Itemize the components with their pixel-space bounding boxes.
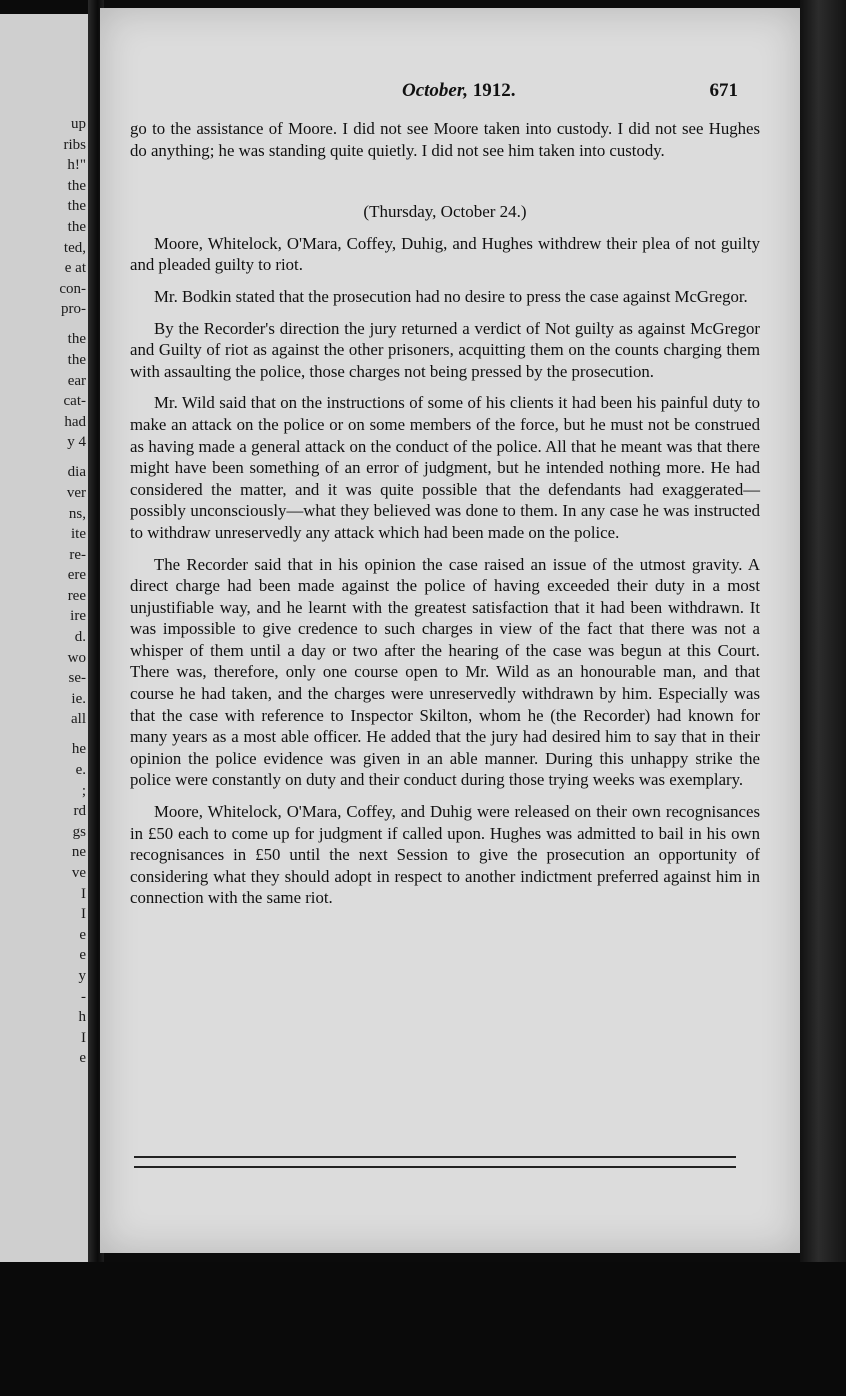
previous-page-fragment: gs	[72, 823, 86, 840]
previous-page-fragment: e	[79, 926, 86, 943]
previous-page-fragment: d.	[74, 629, 86, 646]
previous-page-fragment: the	[67, 218, 86, 235]
paragraph: The Recorder said that in his opinion the case raised an issue of the utmost gravity. A direct charge had been made against the police of having exceeded their duty in a most unjustifiable way, and he learnt with the greatest satisfaction that it had been withdrawn. It was impossible to give credence to such charges in view of the fact that there was not a whisper of them until a day or two after the hearing of the case was begun at this Court. There was, therefore, only one course open to Mr. Wild as an honourable man, and that course he had taken, and the charges were unreservedly withdrawn by him. Especially was that the case with reference to Inspector Skilton, whom he (the Recorder) had known for many years as a most able officer. He added that the jury had desired him to say that in their opinion the police evidence was given in an able manner. During this unhappy strike the police were constantly on duty and their conduct during those trying weeks was exemplary.	[130, 554, 760, 790]
previous-page-fragment: pro-	[61, 301, 86, 318]
previous-page-fragment: -	[81, 988, 86, 1005]
previous-page-fragment: ear	[67, 372, 86, 389]
page	[100, 8, 800, 1253]
previous-page-fragment: cat-	[63, 393, 86, 410]
paragraph: Mr. Bodkin stated that the prosecution had no desire to press the case against McGregor.	[154, 286, 748, 306]
previous-page-fragment: rd	[73, 803, 86, 820]
previous-page-fragment: con-	[59, 280, 86, 297]
previous-page-fragment: ;	[81, 782, 86, 799]
previous-page-fragment: e	[79, 947, 86, 964]
previous-page-fragment: all	[71, 711, 86, 728]
paragraph-continued: go to the assistance of Moore. I did not see Moore taken into custody. I did not see Hughes do anything; he was standing quite quietly. I did not see him taken into custody.	[130, 119, 760, 160]
previous-page-fragment: re-	[69, 546, 86, 563]
previous-page-fragment: ite	[71, 526, 86, 543]
previous-page-fragment: I	[81, 885, 86, 902]
previous-page-fragment: the	[67, 198, 86, 215]
previous-page-fragment: ver	[66, 484, 86, 501]
previous-page-fragment: had	[64, 413, 86, 430]
previous-page-edge	[0, 14, 90, 1264]
date-heading: (Thursday, October 24.)	[363, 202, 527, 222]
paragraph: Mr. Wild said that on the instructions of some of his clients it had been his painful duty to make an attack on the police or on some members of the force, but he must not be construed as having made a general attack on the conduct of the police. All that he meant was that there might have been something of an error of judgment, but he intended nothing more. He had considered the matter, and it was quite possible that the defendants had exaggerated—possibly unconsciously—what they believed was done to them. In any case he was instructed to withdraw unreservedly any attack which had been made on the police.	[130, 393, 760, 542]
previous-page-fragment: e.	[75, 762, 86, 779]
previous-page-fragment: h	[78, 1009, 86, 1026]
previous-page-fragment: h!"	[67, 157, 86, 174]
running-head-year: 1912.	[467, 80, 516, 101]
paragraph: Moore, Whitelock, O'Mara, Coffey, and Duhig were released on their own recognisances in £50 each to come up for judgment if called upon. Hughes was admitted to bail in his own recognisances in £50 until the next Session to give the prosecution an opportunity of considering what they should adopt in respect to another indictment preferred against him in connection with the same riot.	[130, 802, 760, 908]
previous-page-fragment: I	[81, 1029, 86, 1046]
previous-page-fragment: ribs	[63, 136, 86, 153]
paragraph: Moore, Whitelock, O'Mara, Coffey, Duhig, and Hughes withdrew their plea of not guilty and pleaded guilty to riot.	[130, 233, 760, 275]
scanner-right-edge	[800, 0, 846, 1396]
previous-page-fragment: up	[71, 116, 86, 132]
previous-page-fragment: he	[71, 741, 86, 758]
previous-page-fragment: wo	[67, 649, 86, 666]
previous-page-fragment: I	[81, 906, 86, 923]
running-head	[100, 80, 740, 104]
previous-page-fragment: e	[79, 1050, 86, 1067]
previous-page-fragment: ire	[70, 608, 86, 625]
previous-page-fragment: the	[67, 351, 86, 368]
previous-page-fragment: e at	[64, 260, 86, 277]
running-head-month: October,	[402, 80, 468, 101]
running-head-date	[402, 80, 515, 102]
page-body	[130, 118, 760, 909]
previous-page-line-fragments	[59, 114, 86, 1069]
previous-page-fragment: dia	[67, 464, 86, 481]
scanner-bottom-edge	[0, 1262, 846, 1396]
paragraph: By the Recorder's direction the jury returned a verdict of Not guilty as against McGregor and Guilty of riot as against the other prisoners, acquitting them on the counts charging them with assaulting the police, those charges not being pressed by the prosecution.	[130, 318, 760, 381]
previous-page-fragment: ve	[71, 865, 86, 881]
page-number: 671	[709, 80, 738, 101]
previous-page-fragment: ns,	[68, 505, 86, 522]
previous-page-fragment: ted,	[63, 239, 86, 256]
previous-page-fragment: y 4	[67, 434, 86, 451]
end-double-rule	[134, 1156, 736, 1168]
previous-page-fragment: y	[78, 967, 86, 984]
previous-page-fragment: ne	[71, 844, 86, 861]
previous-page-fragment: ree	[67, 587, 86, 604]
previous-page-fragment: se-	[68, 670, 86, 687]
previous-page-fragment: the	[67, 331, 86, 348]
previous-page-fragment: ere	[67, 567, 86, 584]
previous-page-fragment: the	[67, 177, 86, 194]
previous-page-fragment: ie.	[71, 690, 86, 707]
